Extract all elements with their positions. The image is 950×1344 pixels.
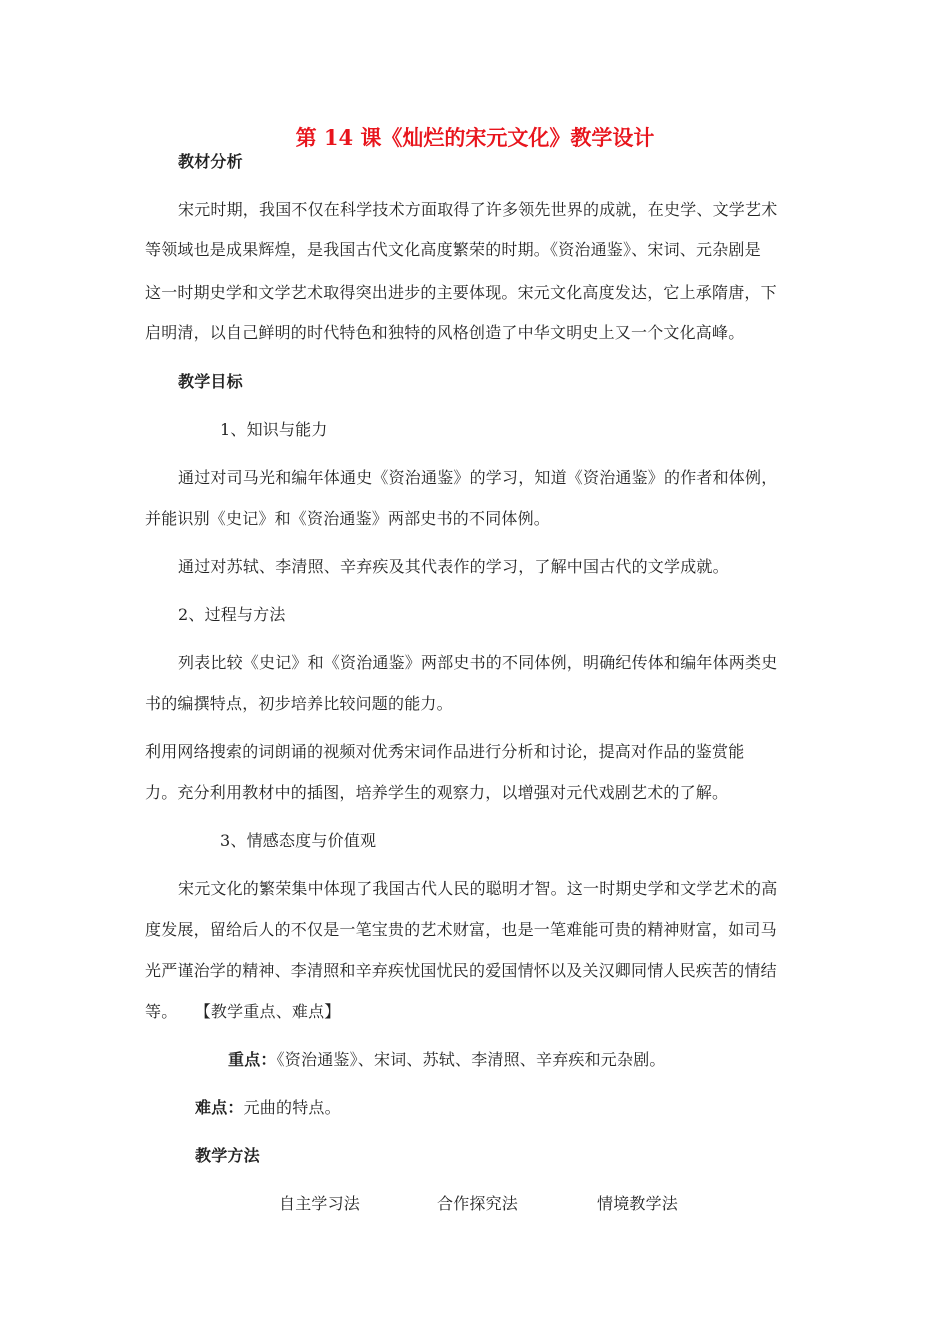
section-heading-material: 教材分析 [178, 152, 243, 171]
paragraph-line: 书的编撰特点，初步培养比较问题的能力。 [145, 694, 453, 713]
subheading-knowledge: 1、知识与能力 [220, 420, 328, 439]
paragraph-line: 并能识别《史记》和《资治通鉴》两部史书的不同体例。 [145, 509, 551, 528]
key-point-label: 重点： [228, 1050, 277, 1069]
subheading-emotion: 3、情感态度与价值观 [220, 831, 377, 850]
paragraph-line: 启明清，以自己鲜明的时代特色和独特的风格创造了中华文明史上又一个文化高峰。 [145, 323, 745, 342]
paragraph-line: 力。充分利用教材中的插图，培养学生的观察力，以增强对元代戏剧艺术的了解。 [145, 783, 729, 802]
paragraph-line: 度发展，留给后人的不仅是一笔宝贵的艺术财富，也是一笔难能可贵的精神财富，如司马 [145, 920, 777, 939]
document-title: 第 14 课《灿烂的宋元文化》教学设计 [295, 125, 655, 150]
key-point-line [228, 1050, 888, 1070]
paragraph-end: 等。 [145, 1002, 178, 1021]
key-points-heading: 【教学重点、难点】 [194, 1002, 341, 1021]
paragraph-line: 通过对苏轼、李清照、辛弃疾及其代表作的学习，了解中国古代的文学成就。 [178, 557, 729, 576]
paragraph-line: 宋元文化的繁荣集中体现了我国古代人民的聪明才智。这一时期史学和文学艺术的高 [178, 879, 778, 898]
paragraph-line: 利用网络搜索的词朗诵的视频对优秀宋词作品进行分析和讨论，提高对作品的鉴赏能 [145, 742, 745, 761]
section-heading-objectives: 教学目标 [178, 372, 243, 391]
difficulty-text: 元曲的特点。 [243, 1098, 341, 1117]
paragraph-line: 列表比较《史记》和《资治通鉴》两部史书的不同体例，明确纪传体和编年体两类史 [178, 653, 778, 672]
subheading-process: 2、过程与方法 [178, 605, 286, 624]
paragraph-line: 这一时期史学和文学艺术取得突出进步的主要体现。宋元文化高度发达，它上承隋唐，下 [145, 283, 777, 302]
paragraph-line [145, 1002, 805, 1022]
key-point-text: 《资治通鉴》、宋词、苏轼、李清照、辛弃疾和元杂剧。 [276, 1050, 666, 1069]
paragraph-line: 光严谨治学的精神、李清照和辛弃疾忧国忧民的爱国情怀以及关汉卿同情人民疾苦的情结 [145, 961, 777, 980]
method-item: 情境教学法 [597, 1194, 679, 1213]
difficulty-label: 难点： [195, 1098, 244, 1117]
difficulty-line [195, 1098, 855, 1118]
section-heading-methods: 教学方法 [195, 1146, 260, 1165]
paragraph-line: 宋元时期，我国不仅在科学技术方面取得了许多领先世界的成就，在史学、文学艺术 [178, 200, 778, 219]
method-item: 合作探究法 [437, 1194, 519, 1213]
paragraph-line: 通过对司马光和编年体通史《资治通鉴》的学习，知道《资治通鉴》的作者和体例， [178, 468, 778, 487]
paragraph-line: 等领域也是成果辉煌，是我国古代文化高度繁荣的时期。《资治通鉴》、宋词、元杂剧是 [145, 240, 761, 259]
method-item: 自主学习法 [279, 1194, 361, 1213]
